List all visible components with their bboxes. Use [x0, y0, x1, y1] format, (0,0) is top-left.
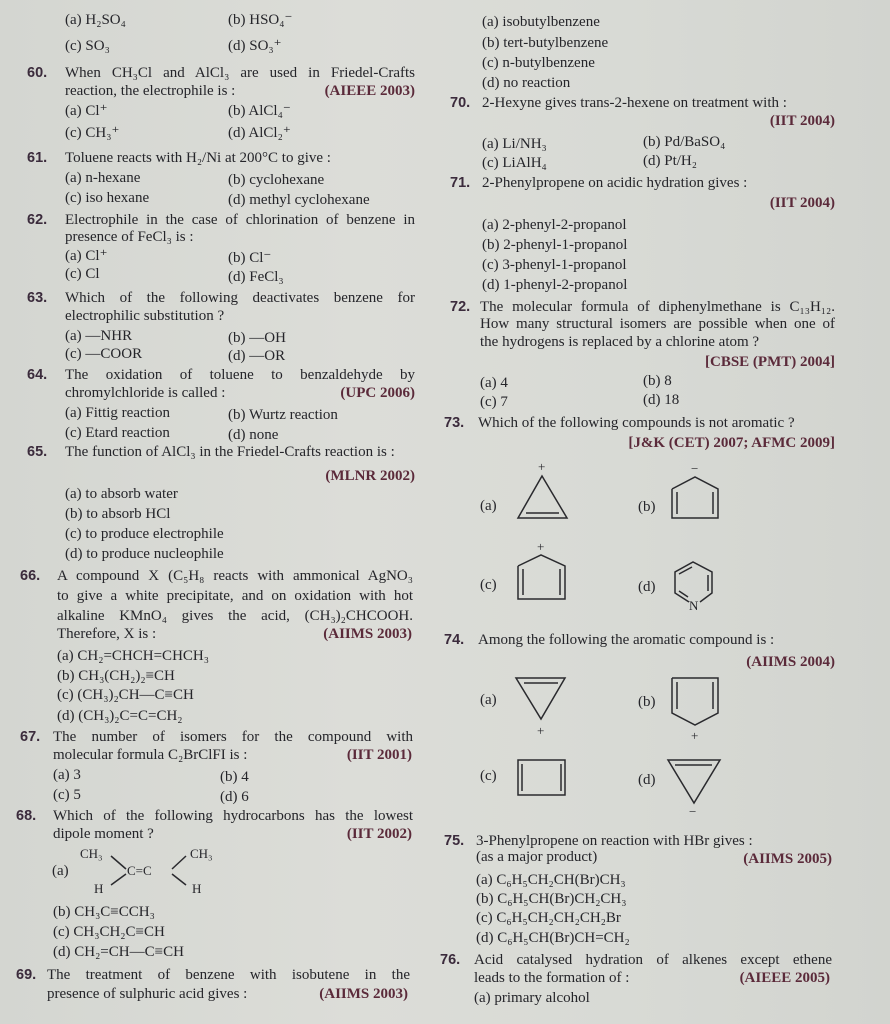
option: (c) Etard reaction: [65, 425, 170, 441]
atom-label: H: [94, 881, 104, 896]
option: (a) isobutylbenzene: [482, 14, 600, 30]
option: (c) CH₃⁺: [65, 125, 120, 141]
question-text: 3-Phenylpropene on reaction with HBr gives :: [476, 833, 753, 849]
option: (c) C₆H₅CH₂CH₂CH₂Br: [476, 910, 621, 926]
option: (c) Cl: [65, 266, 100, 282]
exam-tag: (IIT 2001): [346, 747, 412, 763]
option: (c) SO₃: [65, 38, 110, 54]
cyclopentadienyl-cation-inverted-structure: [672, 678, 718, 725]
charge-label: −: [689, 804, 697, 819]
question-text: The oxidation of toluene to benzaldehyde by: [65, 367, 415, 383]
atom-label: CH₃: [80, 846, 103, 861]
question-number: 65.: [27, 444, 48, 460]
question-text: 2-Phenylpropene on acidic hydration gives :: [482, 175, 748, 191]
option: (d) C₆H₅CH(Br)CH=CH₂: [476, 930, 630, 946]
question-number: 69.: [16, 967, 37, 983]
question-number: 63.: [27, 290, 48, 306]
exam-tag: (MLNR 2002): [325, 468, 415, 484]
exam-tag: (AIEEE 2005): [739, 970, 830, 986]
question-text: Electrophile in the case of chlorination of benzene in: [65, 212, 415, 228]
nitrogen-label: N: [689, 598, 699, 613]
exam-tag: [J&K (CET) 2007; AFMC 2009]: [628, 435, 835, 451]
option: (a) 3: [53, 767, 81, 783]
option: (d) CH₂=CH—C≡CH: [53, 944, 184, 960]
atom-label: H: [192, 881, 202, 896]
option: (d) methyl cyclohexane: [228, 192, 370, 208]
question-text: The function of AlCl₃ in the Friedel-Crafts reaction is :: [65, 444, 395, 460]
option-label: (a): [480, 498, 497, 514]
question-text: Toluene reacts with H₂/Ni at 200°C to give :: [65, 150, 331, 166]
option: (d) —OR: [228, 348, 286, 364]
charge-label: +: [537, 723, 545, 738]
option-label: (a): [480, 692, 497, 708]
option: (a) 2-phenyl-2-propanol: [482, 217, 627, 233]
option: (a) Li/NH₃: [482, 136, 547, 152]
option-label: (d): [638, 772, 656, 788]
question-text: Among the following the aromatic compound is :: [478, 632, 775, 648]
question-text: electrophilic substitution ?: [65, 308, 225, 324]
option: (a) —NHR: [65, 328, 133, 344]
option: (b) cyclohexane: [228, 172, 325, 188]
question-text: The number of isomers for the compound with: [53, 729, 413, 745]
charge-label: +: [691, 728, 699, 743]
question-number: 72.: [450, 299, 471, 315]
charge-label: +: [538, 459, 546, 474]
question-number: 60.: [27, 65, 48, 81]
option: (b) 4: [220, 769, 249, 785]
question-text: presence of FeCl₃ is :: [65, 229, 194, 245]
option: (d) no reaction: [482, 75, 571, 91]
exam-tag: (AIIMS 2005): [743, 851, 832, 867]
cyclobutadiene-structure: [518, 760, 565, 795]
question-text: presence of sulphuric acid gives :: [47, 986, 248, 1002]
option: (d) (CH₃)₂C=C=CH₂: [57, 708, 183, 724]
option-label: (b): [638, 694, 656, 710]
question-number: 61.: [27, 150, 48, 166]
option: (a) to absorb water: [65, 486, 178, 502]
cyclopropenyl-cation-inverted-structure: [516, 678, 565, 719]
question-number: 64.: [27, 367, 48, 383]
option: (d) Pt/H₂: [643, 153, 697, 169]
question-text: The molecular formula of diphenylmethane is C₁₃H₁₂.: [480, 299, 835, 315]
question-number: 71.: [450, 175, 471, 191]
option: (d) 1-phenyl-2-propanol: [482, 277, 628, 293]
option: (b) HSO₄⁻: [228, 12, 293, 28]
exam-tag: (AIIMS 2004): [746, 654, 835, 670]
option: (c) 3-phenyl-1-propanol: [482, 257, 627, 273]
question-text: Therefore, X is :: [57, 626, 157, 642]
option-label: (c): [480, 768, 497, 784]
charge-label: +: [537, 539, 545, 554]
question-text: dipole moment ?: [53, 826, 154, 842]
question-text: The treatment of benzene with isobutene in the: [47, 967, 410, 983]
question-text: Which of the following deactivates benzene for: [65, 290, 415, 306]
option-label: (a): [52, 863, 69, 879]
option: (b) Cl⁻: [228, 250, 272, 266]
option: (c) —COOR: [65, 346, 143, 362]
option: (c) CH₃CH₂C≡CH: [53, 924, 165, 940]
exam-tag: (IIT 2002): [346, 826, 412, 842]
option: (a) C₆H₅CH₂CH(Br)CH₃: [476, 872, 626, 888]
question-text: alkaline KMnO₄ gives the acid, (CH₃)₂CHCOOH.: [57, 608, 413, 624]
question-number: 73.: [444, 415, 465, 431]
option: (b) CH₃(CH₂)₂≡CH: [57, 668, 175, 684]
option: (a) Cl⁺: [65, 248, 108, 264]
question-text: molecular formula C₂BrClFI is :: [53, 747, 248, 763]
question-text: Acid catalysed hydration of alkenes except ethene: [474, 952, 832, 968]
option: (b) —OH: [228, 330, 286, 346]
option: (c) n-butylbenzene: [482, 55, 595, 71]
exam-tag: (UPC 2006): [340, 385, 415, 401]
option: (d) 18: [643, 392, 680, 408]
option: (a) primary alcohol: [474, 990, 590, 1006]
question-text: the hydrogens is replaced by a chlorine atom ?: [480, 334, 760, 350]
question-number: 74.: [444, 632, 465, 648]
option: (b) Wurtz reaction: [228, 407, 338, 423]
option: (d) to produce nucleophile: [65, 546, 224, 562]
atom-label: CH₃: [190, 846, 213, 861]
question-number: 68.: [16, 808, 37, 824]
option: (a) Fittig reaction: [65, 405, 170, 421]
option: (a) 4: [480, 375, 508, 391]
question-number: 75.: [444, 833, 465, 849]
option: (a) n-hexane: [65, 170, 141, 186]
option: (b) C₆H₅CH(Br)CH₂CH₃: [476, 891, 627, 907]
exam-tag: (AIEEE 2003): [324, 83, 415, 99]
option: (a) Cl⁺: [65, 103, 108, 119]
question-text: Which of the following hydrocarbons has the lowest: [53, 808, 413, 824]
option: (b) CH₃C≡CCH₃: [53, 904, 155, 920]
exam-tag: [CBSE (PMT) 2004]: [705, 354, 835, 370]
option: (c) LiAlH₄: [482, 155, 547, 171]
cyclopropenyl-anion-inverted-structure: [668, 760, 720, 803]
option: (a) CH₂=CHCH=CHCH₃: [57, 648, 209, 664]
option: (a) H₂SO₄: [65, 12, 126, 28]
question-text: When CH₃Cl and AlCl₃ are used in Friedel-Crafts: [65, 65, 415, 81]
option: (d) none: [228, 427, 279, 443]
option: (b) 2-phenyl-1-propanol: [482, 237, 628, 253]
question-text: chromylchloride is called :: [65, 385, 226, 401]
question-number: 76.: [440, 952, 461, 968]
option: (d) SO₃⁺: [228, 38, 282, 54]
question-number: 66.: [20, 568, 41, 584]
question-text: How many structural isomers are possible when one of: [480, 316, 835, 332]
question-text: leads to the formation of :: [474, 970, 630, 986]
option: (c) to produce electrophile: [65, 526, 224, 542]
option: (b) Pd/BaSO₄: [643, 134, 726, 150]
question-text: 2-Hexyne gives trans-2-hexene on treatment with :: [482, 95, 787, 111]
option: (b) AlCl₄⁻: [228, 103, 291, 119]
option: (d) FeCl₃: [228, 269, 284, 285]
question-number: 70.: [450, 95, 471, 111]
option-label: (c): [480, 577, 497, 593]
option: (c) 7: [480, 394, 508, 410]
option: (b) to absorb HCl: [65, 506, 171, 522]
question-number: 62.: [27, 212, 48, 228]
charge-label: −: [691, 461, 699, 476]
option: (c) 5: [53, 787, 81, 803]
question-text: to give a white precipitate, and on oxidation with hot: [57, 588, 413, 604]
atom-label: C=C: [127, 863, 152, 878]
question-text: Which of the following compounds is not aromatic ?: [478, 415, 795, 431]
exam-tag: (IIT 2004): [769, 113, 835, 129]
exam-tag: (AIIMS 2003): [319, 986, 408, 1002]
option: (d) 6: [220, 789, 249, 805]
option: (c) iso hexane: [65, 190, 150, 206]
exam-tag: (IIT 2004): [769, 195, 835, 211]
question-text: reaction, the electrophile is :: [65, 83, 236, 99]
option: (d) AlCl₂⁺: [228, 125, 291, 141]
question-number: 67.: [20, 729, 41, 745]
option: (b) tert-butylbenzene: [482, 35, 609, 51]
option-label: (b): [638, 499, 656, 515]
option: (c) (CH₃)₂CH—C≡CH: [57, 687, 194, 703]
exam-tag: (AIIMS 2003): [323, 626, 412, 642]
question-text: (as a major product): [476, 849, 598, 865]
option-label: (d): [638, 579, 656, 595]
question-text: A compound X (C₅H₈ reacts with ammonical AgNO₃: [57, 568, 413, 584]
option: (b) 8: [643, 373, 672, 389]
